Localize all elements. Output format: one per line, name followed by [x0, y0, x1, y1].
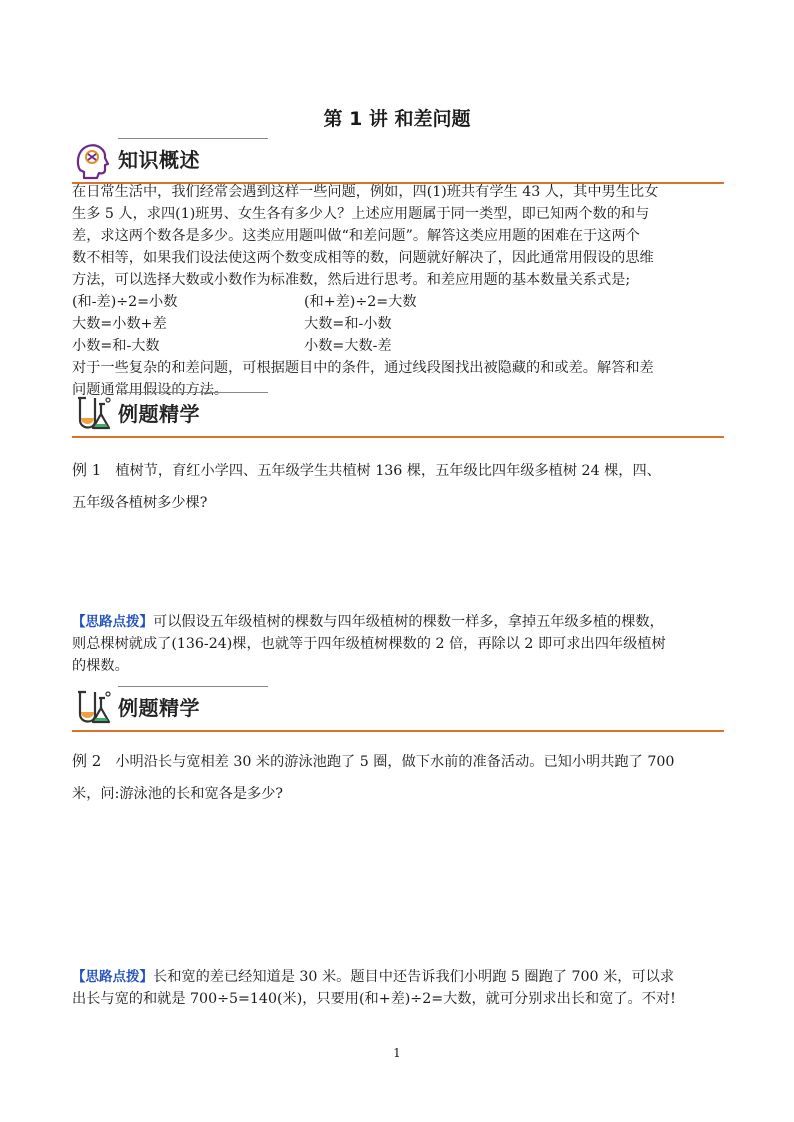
text-line: 米，问:游泳池的长和宽各是多少? [72, 786, 284, 802]
overview-paragraph [72, 181, 724, 291]
hint-label: 【思路点拨】 [72, 969, 153, 985]
formula: 小数=和-大数 [72, 338, 160, 354]
example2-question [72, 745, 732, 810]
text-line: 则总棵树就成了(136-24)棵，也就等于四年级植树棵数的 2 倍，再除以 2 即可求出四年级植树 [72, 636, 666, 652]
example1-hint [72, 611, 726, 677]
text-line: 方法，可以选择大数或小数作为标准数，然后进行思考。和差应用题的基本数量关系式是; [72, 272, 631, 288]
text-line: 长和宽的差已经知道是 30 米。题目中还告诉我们小明跑 5 圈跑了 700 米，可以求 [153, 969, 675, 985]
lab-flask-icon [72, 394, 112, 434]
example1-section-header [72, 392, 724, 438]
header-top-rule [118, 138, 268, 139]
text-line: 小明沿长与宽相差 30 米的游泳池跑了 5 圈，做下水前的准备活动。已知小明共跑了 700 [115, 754, 675, 770]
header-underline [72, 730, 724, 732]
text-line: 五年级各植树多少棵? [72, 495, 208, 511]
hint-label: 【思路点拨】 [72, 614, 153, 630]
formula: 小数=大数-差 [304, 338, 392, 354]
example-number: 例 2 [72, 752, 102, 770]
page-number: 1 [393, 1046, 401, 1060]
section-label: 例题精学 [118, 696, 200, 720]
header-top-rule [118, 392, 268, 393]
header-top-rule [118, 686, 268, 687]
text-line: 在日常生活中，我们经常会遇到这样一些问题，例如，四(1)班共有学生 43 人，其中男生比女 [72, 184, 659, 200]
formula: (和+差)÷2=大数 [304, 294, 417, 310]
example2-section-header [72, 686, 724, 732]
section-label: 知识概述 [118, 148, 200, 172]
header-underline [72, 436, 724, 438]
example2-hint [72, 966, 726, 1010]
page-title: 第 1 讲 和差问题 [323, 108, 471, 130]
overview-section-header [72, 138, 724, 184]
text-line: 差，求这两个数各是多少。这类应用题叫做“和差问题”。解答这类应用题的困难在于这两个 [72, 228, 640, 244]
text-line: 问题通常用假设的方法。 [72, 382, 229, 398]
text-line: 出长与宽的和就是 700÷5=140(米)，只要用(和+差)÷2=大数，就可分别求出长和宽了。不对! [72, 991, 676, 1007]
example-number: 例 1 [72, 461, 102, 479]
text-line: 可以假设五年级植树的棵数与四年级植树的棵数一样多，拿掉五年级多植的棵数， [153, 614, 664, 630]
formula: 大数=和-小数 [304, 316, 392, 332]
example1-question [72, 454, 732, 519]
lab-flask-icon [72, 688, 112, 728]
text-line: 对于一些复杂的和差问题，可根据题目中的条件，通过线段图找出被隐藏的和或差。解答和差 [72, 360, 654, 376]
formula: (和-差)÷2=小数 [72, 294, 178, 310]
text-line: 生多 5 人，求四(1)班男、女生各有多少人？上述应用题属于同一类型，即已知两个数的和与 [72, 206, 650, 222]
section-label: 例题精学 [118, 402, 200, 426]
text-line: 的棵数。 [72, 658, 129, 674]
head-brain-icon [72, 140, 112, 180]
formula: 大数=小数+差 [72, 316, 167, 332]
text-line: 植树节，育红小学四、五年级学生共植树 136 棵，五年级比四年级多植树 24 棵，四、 [115, 463, 661, 479]
text-line: 数不相等，如果我们设法使这两个数变成相等的数，问题就好解决了，因此通常用假设的思维 [72, 250, 654, 266]
